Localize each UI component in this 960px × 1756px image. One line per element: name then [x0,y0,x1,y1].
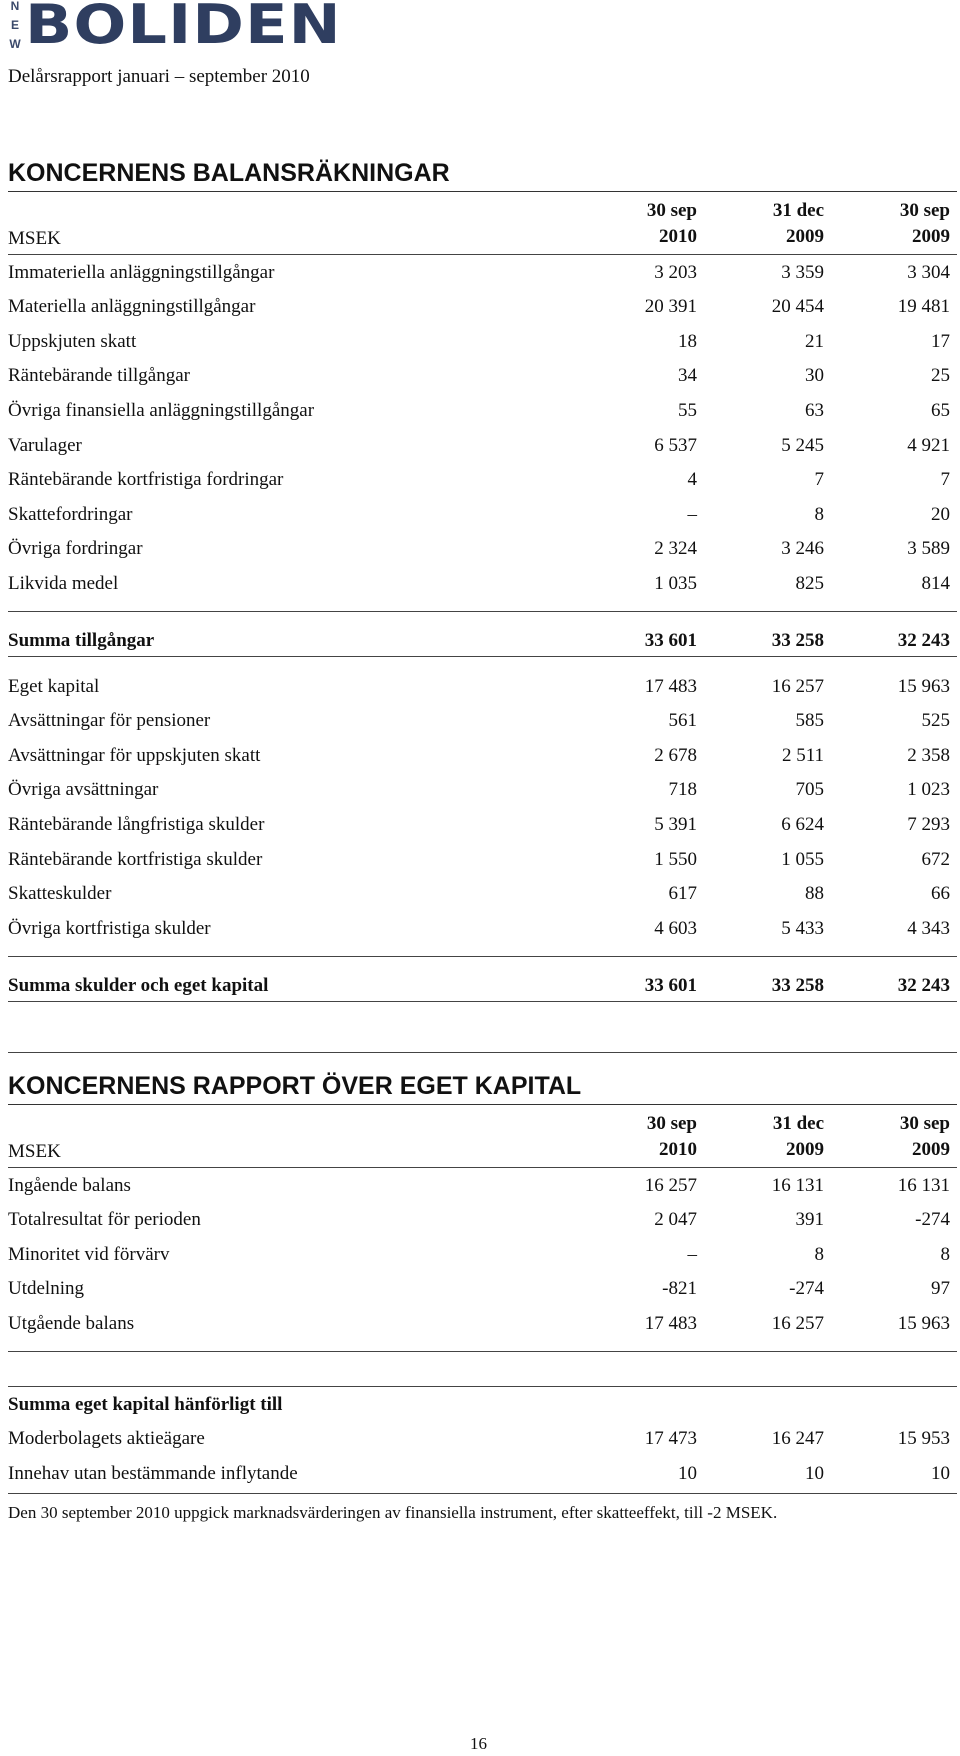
cell-value: -821 [662,1278,697,1300]
table-row [8,773,957,808]
table-row [8,704,957,739]
cell-value: 18 [678,330,697,352]
cell-value: 705 [795,779,824,801]
table-row [8,911,957,946]
cell-value: 4 603 [654,917,697,939]
cell-value: 1 035 [654,572,697,594]
cell-value: 6 624 [781,813,824,835]
row-label: Varulager [8,434,82,456]
cell-value: 4 [687,469,697,491]
cell-value: 15 963 [897,675,950,697]
table-row [8,1422,957,1457]
assets-rows [8,255,957,601]
divider [8,1052,957,1053]
equity-rows [8,1168,957,1341]
row-label: Räntebärande kortfristiga skulder [8,848,263,870]
cell-value: – [687,503,697,525]
table-row [8,463,957,498]
row-label: Uppskjuten skatt [8,330,137,352]
cell-value: 17 [931,330,950,352]
row-label: Innehav utan bestämmande inflytande [8,1462,298,1484]
table-row [8,669,957,704]
cell-value: 97 [931,1278,950,1300]
cell-value: 21 [805,330,824,352]
cell-value: 8 [814,503,824,525]
table-row [8,877,957,912]
row-label: Utgående balans [8,1312,135,1334]
cell-value: – [687,1243,697,1265]
cell-value: -274 [789,1278,824,1300]
cell-value: 20 391 [644,296,697,318]
row-label: Övriga avsättningar [8,779,159,801]
row-label: Ingående balans [8,1174,131,1196]
row-label: Skattefordringar [8,503,133,525]
row-label: Moderbolagets aktieägare [8,1428,205,1450]
cell-value: 10 [805,1462,824,1484]
footnote: Den 30 september 2010 uppgick marknadsvärderingen av finansiella instrument, efter skatteeffekt, till -2 MSEK. [8,1503,778,1522]
table-row [8,566,957,601]
cell-value: 16 257 [771,1312,824,1334]
cell-value: 17 483 [644,675,697,697]
total-assets-row: Summa tillgångar 33 601 33 258 32 243 [8,629,950,651]
row-label: Materiella anläggningstillgångar [8,296,256,318]
cell-value: 391 [795,1209,824,1231]
row-label: Räntebärande kortfristiga fordringar [8,469,284,491]
row-label: Skatteskulder [8,883,112,905]
row-label: Räntebärande långfristiga skulder [8,813,265,835]
cell-value: 561 [668,710,697,732]
table-row [8,255,957,290]
cell-value: 55 [678,399,697,421]
row-label: Minoritet vid förvärv [8,1243,170,1265]
table-row [8,428,957,463]
cell-value: 16 247 [771,1428,824,1450]
logo-wordmark: BOLIDEN [25,0,342,56]
cell-value: 15 963 [897,1312,950,1334]
row-label: Immateriella anläggningstillgångar [8,261,275,283]
table-row [8,842,957,877]
cell-value: 1 550 [654,848,697,870]
cell-value: 10 [931,1462,950,1484]
table-row [8,1306,957,1341]
cell-value: 63 [805,399,824,421]
cell-value: 5 391 [654,813,697,835]
row-label: Likvida medel [8,572,119,594]
table-row [8,393,957,428]
total-liabilities-row: Summa skulder och eget kapital 33 601 33 258 32 243 [8,974,950,996]
table-row [8,738,957,773]
cell-value: 585 [795,710,824,732]
cell-value: 7 [814,469,824,491]
cell-value: 17 483 [644,1312,697,1334]
cell-value: 8 [814,1243,824,1265]
cell-value: 20 454 [771,296,824,318]
cell-value: 1 023 [907,779,950,801]
logo-prefix: N E W [9,0,21,51]
row-label: Övriga kortfristiga skulder [8,917,211,939]
cell-value: 4 921 [907,434,950,456]
cell-value: 20 [931,503,950,525]
cell-value: 65 [931,399,950,421]
cell-value: 7 [940,469,950,491]
cell-value: 2 678 [654,744,697,766]
table-row [8,290,957,325]
cell-value: 3 304 [907,261,950,283]
cell-value: 2 511 [781,744,824,766]
table-row [8,1456,957,1491]
cell-value: 15 953 [897,1428,950,1450]
attribution-heading: Summa eget kapital hänförligt till [8,1393,283,1415]
cell-value: 2 358 [907,744,950,766]
cell-value: 3 589 [907,538,950,560]
row-label: Övriga fordringar [8,538,143,560]
cell-value: 825 [795,572,824,594]
row-label: Övriga finansiella anläggningstillgångar [8,399,315,421]
cell-value: 672 [921,848,950,870]
row-label: Eget kapital [8,675,100,697]
cell-value: 30 [805,365,824,387]
equity-header-row [8,1105,957,1167]
cell-value: 814 [921,572,950,594]
balance-sheet-header-row [8,192,957,254]
column-header: 30 sep 2010 [646,200,697,247]
cell-value: 16 257 [644,1174,697,1196]
column-header: 30 sep 2010 [646,1113,697,1160]
table-row [8,1168,957,1203]
cell-value: 34 [678,365,697,387]
balance-sheet-title: KONCERNENS BALANSRÄKNINGAR [8,159,450,187]
balance-sheet-section [8,158,957,1002]
attribution-rows [8,1422,957,1491]
liabilities-rows [8,657,957,946]
cell-value: 3 246 [781,538,824,560]
table-row [8,807,957,842]
cell-value: 5 245 [781,434,824,456]
column-header: 30 sep 2009 [899,1113,950,1160]
cell-value: -274 [915,1209,950,1231]
row-label: Utdelning [8,1278,84,1300]
column-header: 31 dec 2009 [772,1113,824,1160]
table-row [8,359,957,394]
cell-value: 8 [940,1243,950,1265]
row-label: Totalresultat för perioden [8,1209,201,1231]
cell-value: 66 [931,883,950,905]
cell-value: 17 473 [644,1428,697,1450]
report-subtitle: Delårsrapport januari – september 2010 [8,66,310,87]
cell-value: 5 433 [781,917,824,939]
cell-value: 2 324 [654,538,697,560]
cell-value: 88 [805,883,824,905]
column-header: 30 sep 2009 [899,200,950,247]
cell-value: 718 [668,779,697,801]
cell-value: 16 257 [771,675,824,697]
column-header: 31 dec 2009 [772,200,824,247]
cell-value: 1 055 [781,848,824,870]
company-logo [8,0,342,56]
table-row [8,1272,957,1307]
table-row [8,532,957,567]
cell-value: 6 537 [654,434,697,456]
cell-value: 2 047 [654,1209,697,1231]
row-label: Avsättningar för pensioner [8,710,211,732]
cell-value: 19 481 [897,296,950,318]
cell-value: 25 [931,365,950,387]
table-row [8,1237,957,1272]
cell-value: 4 343 [907,917,950,939]
cell-value: 3 359 [781,261,824,283]
unit-label: MSEK [8,1141,61,1162]
equity-report-section [8,1052,957,1494]
row-label: Räntebärande tillgångar [8,365,191,387]
cell-value: 7 293 [907,813,950,835]
cell-value: 617 [668,883,697,905]
cell-value: 3 203 [654,261,697,283]
cell-value: 16 131 [897,1174,950,1196]
cell-value: 10 [678,1462,697,1484]
unit-label: MSEK [8,228,61,249]
divider [8,1493,957,1494]
cell-value: 525 [921,710,950,732]
equity-report-title: KONCERNENS RAPPORT ÖVER EGET KAPITAL [8,1072,582,1100]
table-row [8,497,957,532]
table-row [8,1203,957,1238]
page-number: 16 [470,1734,487,1753]
row-label: Avsättningar för uppskjuten skatt [8,744,261,766]
table-row [8,324,957,359]
cell-value: 16 131 [771,1174,824,1196]
